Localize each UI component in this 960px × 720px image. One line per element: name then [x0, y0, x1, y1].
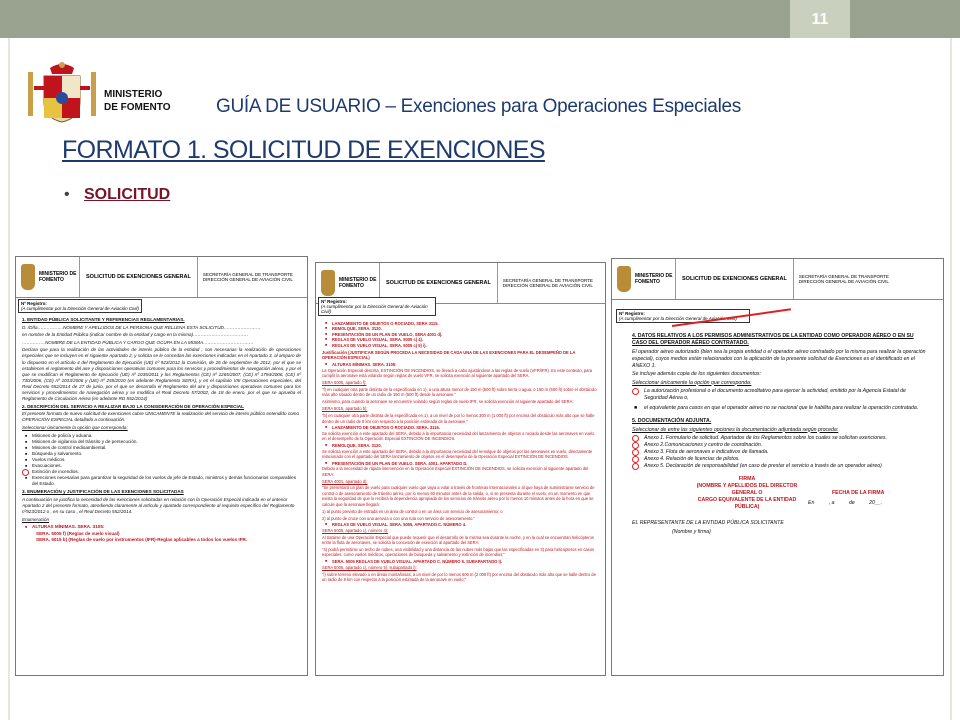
enum-item: ■ PRESENTACIÓN DE UN PLAN DE VUELO, SERA 4001 d). — [322, 332, 599, 337]
enum-item: ■ REGLAS DE VUELO VISUAL, SERA. 5005 c) 4). — [322, 337, 599, 342]
coat-of-arms-logo — [22, 60, 102, 126]
quote: "4) podrá permitirse un techo de nubes, una visibilidad y una distancia de las nubes más bajas que las especificadas en 3) para helicópteros en casos especiales, como vuelos médicos, operaciones de búsqueda y salvamento y extinción de incendios;" — [322, 547, 595, 558]
selected-circle-icon — [632, 463, 639, 470]
registry-note: (A cumplimentar por la Dirección General de Aviación Civil) — [321, 304, 428, 314]
option-item: ■ Misiones de policía y aduana. — [22, 433, 301, 439]
firma-name: (NOMBRE Y APELLIDOS DEL DIRECTOR GENERAL O — [696, 483, 798, 496]
registry-label: Nº Registro: — [619, 311, 645, 316]
annex-text: Anexo 2.Comunicaciones y centro de coordinación. — [644, 442, 763, 448]
sera-ref: SERA 5005, apartado c), número 4): — [322, 527, 389, 533]
option-item: ■ Búsqueda y salvamento. — [22, 451, 301, 457]
page3-body — [632, 333, 929, 537]
secretariat-line1: SECRETARÍA GENERAL DE TRANSPORTE — [502, 278, 593, 283]
quote: 1) al punto previsto de entrada en un área de control o en un área con servicio de asesoramiento; o — [322, 508, 503, 514]
annex-item — [632, 435, 929, 442]
form-page-3 — [611, 258, 944, 676]
option-text: Extinción de incendios. — [32, 469, 79, 475]
firma-cargo: CARGO EQUIVALENTE DE LA ENTIDAD PÚBLICA) — [697, 497, 797, 510]
page1-body — [22, 317, 301, 543]
annex-item — [632, 442, 929, 449]
representative: EL REPRESENTANTE DE LA ENTIDAD PÚBLICA SOLICITANTE — [632, 520, 784, 526]
form-logo — [21, 264, 35, 290]
option-item — [632, 405, 929, 412]
enum-item: ■ REGLAS DE VUELO VISUAL. SERA. 5005 c) 5) i). — [322, 343, 599, 348]
secretariat-line2: DIRECCIÓN GENERAL DE AVIACIÓN CIVIL — [798, 279, 889, 284]
registry-box — [318, 297, 436, 316]
selected-circle-icon — [632, 442, 639, 449]
selected-circle-icon — [632, 456, 639, 463]
just-text: La Operación Especial descrita, EXTINCIÓN DE INCENDIOS, se llevará a cabo ajustándose a las reglas de vuelo (VFR/IFR). En este contexto, para cumplir la aeronave está volando según reglas de vuelo VFR, se solicita exención al siguiente apartado del SERA. — [322, 367, 593, 379]
firma-label: FIRMA — [738, 476, 756, 482]
option-item: ■ Evacuaciones. — [22, 463, 301, 469]
form-header — [612, 259, 943, 300]
ministry-line2: DE FOMENTO — [104, 102, 171, 113]
bullet-icon: ■ — [634, 405, 638, 411]
form-secretariat — [794, 274, 889, 284]
just-text: Asimismo, para cuando la aeronave se encuentre volando según reglas de vuelo IFR, se solicita exención al siguiente apartado del SERA: — [322, 399, 574, 405]
annex-text: Anexo 1. Formulario de solicitud. Apartados de los Reglamentos sobre los cuales se solicitan exenciones. — [644, 435, 887, 441]
fecha-label: FECHA DE LA FIRMA — [832, 490, 885, 496]
secretariat-line1: SECRETARÍA GENERAL DE TRANSPORTE — [202, 272, 293, 277]
form-ministry: MINISTERIO DE FOMENTO — [39, 271, 77, 283]
annex-item — [632, 456, 929, 463]
section4-select: Seleccionar únicamente la opción que corresponda: — [632, 379, 752, 386]
form-logo — [321, 270, 335, 296]
section1-name2: en nombre de la Entidad Pública (indicar nombre de la entidad y cargo en la misma)……………………………… — [22, 332, 249, 338]
just-item: ■ REGLAS DE VUELO VISUAL. SERA. 5005, APARTADO C. NÚMERO 4. — [322, 522, 599, 527]
slide-number: 11 — [790, 0, 850, 38]
selected-circle-icon — [632, 435, 639, 442]
option-selected — [632, 388, 929, 402]
sera-ref: SERA 5015, apartado b): — [322, 406, 368, 412]
just-item: ■ SERA. 5005 REGLAS DE VUELO VISUAL. APARTADO C. NÚMERO 5. SUBAPARTADO I). — [322, 559, 599, 564]
secretariat-line2: DIRECCIÓN GENERAL DE AVIACIÓN CIVIL — [502, 283, 593, 288]
form-ministry: MINISTERIO DE FOMENTO — [635, 273, 673, 285]
form-logo — [617, 266, 631, 292]
just-text: Debido a la necesidad de rápida intervención en la Operación Especial EXTINCIÓN DE INCENDIOS, se solicita exención al siguiente apartado del SERA: — [322, 466, 589, 477]
section1-text: Declara que para la realización de las actividades de interés público de la entidad , son necesarias la realización de operaciones especiales que se incluyen en el siguiente Apartado 2, y solicita se le concedan las exenciones indicadas en el Apartado 3, al amparo de lo dispuesto en el artículo 4 del Reglamento de Ejecución (UE) nº 923/2012 la Comisión, de 26 de septiembre de 2012, por el que se establecen el reglamento del aire y disposiciones operativas comunes para los servicios y procedimientos de navegación aérea, y por el que se modifican el Reglamento de Ejecución (UE) nº 1035/2011 y los Reglamentos (CE) nº 1265/2007, (CE) nº 1794/2006, (CE) nº 730/2006, (CE) nº 1033/2006 y (UE) nº 255/2010 (en adelante Reglamento SERA), y en el capítulo VIII Operaciones especiales, del Real Decreto 552/2014 de 27 de junio, por el que se desarrolla el Reglamento del aire y disposiciones operativas comunes para los servicios y procedimientos de navegación aérea y se modifica el Real Decreto 57/2002, de 18 de enero, por el que se aprueba el Reglamento de Circulación Aérea (en adelante RD 552/2014) — [22, 347, 301, 402]
date-line: En , a de 20__. — [808, 500, 883, 506]
annex-item — [632, 463, 929, 470]
just-item: ■ LANZAMIENTO DE OBJETOS O ROCIADO. SERA. 3115. — [322, 425, 599, 430]
section3-title: 3. ENUMERACIÓN y JUSTIFICACIÓN DE LAS EXENCIONES SOLICITADAS — [22, 489, 184, 495]
secretariat-line2: DIRECCIÓN GENERAL DE AVIACIÓN CIVIL — [202, 277, 293, 282]
enum-sub: SERA. 5015 b) (Reglas de vuelo por instrumentos (IFR)-Reglas aplicables a todos los vuelos IFR. — [36, 536, 248, 542]
section5-title: 5. DOCUMENTACIÓN ADJUNTA. — [632, 418, 712, 424]
section1-name3: ……………NOMBRE DE LA ENTIDAD PÚBLICA Y CARGO QUE OCUPA EN LA MISMA…………………………… — [22, 339, 254, 345]
option-item: ■ Exenciones necesarias para garantizar la seguridad de los vuelos de jefe de Estado, ministros y demás funcionarios comparables del Estado. — [22, 475, 301, 487]
section1-name: D. /Dña……………..NOMBRE Y APELLIDOS DE LA PERSONA QUE RELLENA ESTA SOLICITUD…………………… — [22, 324, 261, 330]
selected-circle-icon — [632, 449, 639, 456]
enum-item: ■ LANZAMIENTO DE OBJETOS O ROCIADO, SERA 3115. — [322, 321, 599, 326]
enum-item: ■ REMOLQUE, SERA. 3120. — [322, 326, 599, 331]
sera-ref: SERA 5005, apartado c), número 5), subapartado i): — [322, 564, 417, 570]
secretariat-line1: SECRETARÍA GENERAL DE TRANSPORTE — [798, 274, 889, 279]
registry-label: Nº Registro: — [321, 299, 347, 304]
option-item: ■ Vuelos médicos. — [22, 457, 301, 463]
section2-select: Seleccionar únicamente la opción que corresponda: — [22, 425, 128, 430]
enum-item: ■ ALTURAS MÍNIMAS. SERA. 3105: — [22, 524, 301, 530]
just-text: Se solicita exención a este apartado del SERA, debido a la importancia necesidad del lanzamiento de objetos o rociado desde las aeronaves en vuelo en el desempeño de la Operación Especial EXTINCIÓN DE INCENDIOS. — [322, 430, 595, 442]
option-text: La autorización profesional o el documento acreditativo para ejercer la actividad, emitido por la Agencia Estatal de Seguridad Aérea o, — [644, 388, 906, 401]
form-secretariat — [198, 272, 293, 282]
section3-text: A continuación se justifica la necesidad de las exenciones solicitadas en relación con la Operación Especial indicada en el anterior Apartado 2 del presente formato, atendiendo claramente al artículo y apartado correspondiente al requisito específico del Reglamento nº923/2012 o , en su caso , el Real Decreto 552/2014. — [22, 497, 295, 515]
form-title: SOLICITUD DE EXENCIONES GENERAL — [675, 259, 794, 299]
annex-text: Anexo 5. Declaración de responsabilidad (en caso de prestar el servicio a través de un operador aéreo) — [644, 463, 882, 469]
option-text: el equivalente para casos en que el operador aéreo no se nacional que le habilita para realizar la operación contratada. — [644, 405, 919, 411]
annex-text: Anexo 4. Relación de licencias de pilotos. — [644, 456, 740, 462]
bullet-dot: • — [64, 186, 70, 203]
section2-title: 2. DESCRIPCIÓN DEL SERVICIO A REALIZAR BAJO LA CONSIDERACIÓN DE OPERACIÓN ESPECIAL — [22, 403, 244, 409]
option-item: ■ Misiones de control medioambiental. — [22, 445, 301, 451]
just-text: Se solicita exención a este apartado del SERA, debido a la importancia necesidad del remolque de objetos por las aeronaves en vuelo, directamente relacionado con el apartado del SERA lanzamiento de objetos en el desempeño de la Operación Especial EXTINCIÓN DE INCENDIOS. — [322, 448, 593, 459]
representative-sub: (Nombre y firma) — [672, 528, 711, 535]
annex-text: Anexo 3. Flota de aeronaves e indicativos de llamada. — [644, 449, 769, 455]
selected-circle-icon — [632, 388, 639, 395]
form-title: SOLICITUD DE EXENCIONES GENERAL — [79, 257, 198, 297]
annex-item — [632, 449, 929, 456]
justification: Justificación (JUSTIFICAR SEGÚN PROCEDA LA NECESIDAD DE CADA UNA DE LAS EXENCIONES PARA EL DESEMPEÑO DE LA OPERACIÓN ESPECIAL) — [322, 350, 576, 361]
page2-body — [322, 321, 599, 584]
form-secretariat — [498, 278, 593, 288]
left-rule — [8, 38, 10, 720]
section4-title: 4. DATOS RELATIVOS A LOS PERMISOS ADMINISTRATIVOS DE LA ENTIDAD COMO OPERADOR AÉREO O EN SU CASO DEL OPERADOR AÉREO CONTRATADO. — [632, 333, 914, 346]
section4-include: Se incluye además copia de los siguientes documentos: — [632, 371, 761, 377]
form-ministry: MINISTERIO DE FOMENTO — [339, 277, 377, 289]
sera-ref: SERA 4001, apartado d): — [322, 478, 368, 484]
quote: "i) sobre terreno elevado o en áreas montañosas, a un nivel de por lo menos 600 m (2 000 ft) por encima del obstáculo más alto que se halle dentro de un radio de 8 km con respecto a la posición estimada de la aeronave en vuelo;" — [322, 571, 596, 583]
option-item: ■ Misiones de vigilancia del tránsito y de persecución. — [22, 439, 301, 445]
registry-label: Nº Registro: — [21, 301, 47, 306]
form-page-2 — [315, 262, 606, 676]
registry-note: (A cumplimentar por la Dirección General de Aviación Civil) — [21, 306, 139, 311]
just-item: ■ PRESENTACIÓN DE UN PLAN DE VUELO. SERA. 4001. APARTADO D. — [322, 461, 599, 466]
registry-box — [18, 299, 142, 313]
form-title: SOLICITUD DE EXENCIONES GENERAL — [379, 263, 498, 303]
just-text: Al tratarse de una Operación Especial que puede requerir que el desarrollo de la misma sea durante la noche, y en la cual se encuentran helicópteros entre la flota de aeronaves, se solicita la concesión de exención al apartado del SERA: — [322, 534, 594, 546]
quote: "b) en cualquier otra parte distinta de la especificada en 1), a un nivel de por lo menos 300 m (1 000 ft) por encima del obstáculo más alto que se halle dentro de un radio de 8 km con respecto a la posición estimada de la aeronave." — [322, 413, 595, 424]
form-header — [16, 257, 307, 298]
section2-text: El presente formato de nuevo solicitud de exenciones cubre ÚNICAMENTE la realización del servicio de interés público entendido como OPERACIÓN ESPECIAL detallado a continuación. — [22, 411, 300, 423]
signature-block — [632, 476, 929, 520]
just-item: ■ REMOLQUE. SERA. 3120. — [322, 443, 599, 448]
section3-enum: Enumeración — [22, 516, 50, 522]
quote: "f) en cualquier otra parte distinta de la especificada en 1), a una altura menor de 150 m (500 ft) sobre tierra o agua, o 150 m (500 ft) sobre el obstáculo más alto situado dentro de un radio de 150 m (500 ft) desde la aeronave." — [322, 386, 597, 398]
guide-title: GUÍA DE USUARIO – Exenciones para Operaciones Especiales — [216, 96, 741, 117]
section4-text: El operador aéreo autorizado (bien sea la propia entidad o el operador aéreo contratado por la misma para realizar la operación especial), cuyos medios están relacionados con la aplicación de la presente solicitud de Exenciones es el identificado en el ANEXO 1. — [632, 348, 926, 369]
section1-title: 1. ENTIDAD PÚBLICA SOLICITANTE Y REFERENCIAS REGLAMENTARIAS. — [22, 317, 185, 322]
quote: 2) al punto de cruce con una aerovía o con una ruta con servicio de asesoramiento." — [322, 515, 476, 521]
quote: "Se presentará un plan de vuelo para cualquier vuelo que vaya a volar a través de fronteras internacionales o al que haya de suministrarse servicio de control o de asesoramiento de tránsito aéreo, por lo menos 60 minutos antes de la salida, o, si se presenta durante el vuelo, en un momento en que exista la seguridad de que lo recibirá la dependencia apropiada de los servicios de tránsito aéreo por lo menos 10 minutos antes de la hora en que se calcule que la aeronave llegará: — [322, 485, 595, 507]
registry-note: (A cumplimentar por la Dirección General de Aviación Civil) — [619, 316, 737, 321]
sera-ref: SERA 5005, apartado f): — [322, 380, 367, 386]
ministry-name — [104, 88, 170, 114]
format-title: FORMATO 1. SOLICITUD DE EXENCIONES — [62, 136, 545, 164]
bullet-solicitud: SOLICITUD — [84, 186, 171, 203]
right-rule — [950, 38, 952, 720]
ministry-line1: MINISTERIO — [104, 89, 163, 100]
section5-select: Seleccionar de entre las siguientes opciones la documentación adjuntada según proceda: — [632, 426, 839, 433]
enum-sub: SERA. 5005 f) (Reglas de vuelo visual) — [36, 530, 120, 536]
firma-block — [692, 476, 802, 511]
just-item: ■ ALTURAS MÍNIMAS. SERA. 3105: — [322, 362, 599, 367]
form-page-1 — [15, 256, 308, 676]
